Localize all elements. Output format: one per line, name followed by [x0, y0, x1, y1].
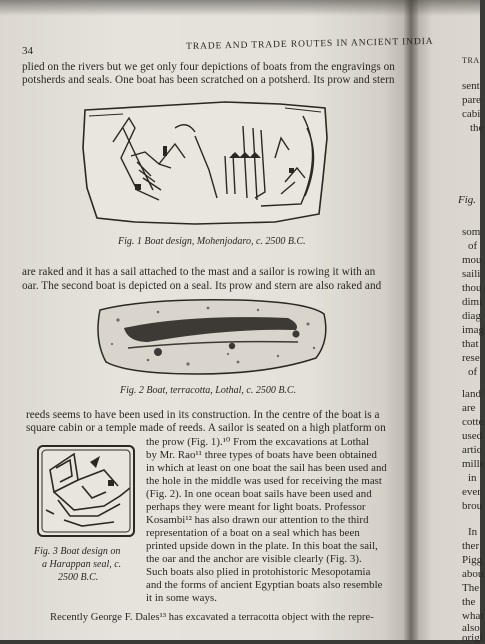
facing-page-line: diag	[462, 310, 481, 322]
body-line: it in some ways.	[146, 592, 217, 604]
body-line: oar. The second boat is depicted on a seal. Its prow and stern are also raked and	[22, 280, 382, 292]
figure-1-caption: Fig. 1 Boat design, Mohenjodaro, c. 2500 B.C.	[118, 236, 306, 247]
facing-page-line: imag	[462, 324, 484, 336]
body-line: are raked and it has a sail attached to the mast and a sailor is rowing it with an	[22, 266, 376, 278]
body-line: Kosambi¹² has also drawn our attention to the third	[146, 514, 369, 526]
facing-page-line: cotte	[462, 416, 484, 428]
facing-page-line: also	[462, 622, 480, 634]
figure-3-caption-line: Fig. 3 Boat design on	[34, 546, 121, 557]
body-line: the oar and the anchor are visible clearly (Fig. 3).	[146, 553, 362, 565]
figure-2-terracotta-boat	[88, 290, 334, 382]
figure-3-caption-line: 2500 B.C.	[58, 572, 99, 583]
facing-page-line: pare	[462, 94, 481, 106]
facing-page-line: that	[462, 338, 479, 350]
body-line: (Fig. 2). In one ocean boat sails have been used and	[146, 488, 372, 500]
facing-page-line: saili	[462, 268, 481, 280]
facing-page-line: som	[462, 226, 481, 238]
body-line: perhaps they were meant for light boats. Professor	[146, 501, 366, 513]
facing-page-line: are	[462, 402, 476, 414]
facing-page-line: rese	[462, 352, 480, 364]
facing-page-line: the	[462, 596, 476, 608]
body-line: and the forms of ancient Egyptian boats also resemble	[146, 579, 383, 591]
facing-page-line: The	[462, 582, 480, 594]
facing-page-line: origi	[462, 632, 483, 644]
facing-page-fig-label: Fig.	[458, 194, 477, 206]
body-line: in which at least on one boat the sail has been used and	[146, 462, 387, 474]
facing-page-line: cabi	[462, 108, 481, 120]
facing-page-line: used	[462, 430, 483, 442]
body-line: Recently George F. Dales¹³ has excavated a terracotta object with the repre-	[50, 612, 374, 623]
body-line: by Mr. Rao¹¹ three types of boats have been obtained	[146, 449, 377, 461]
top-shadow	[0, 0, 480, 16]
facing-page-line: artic	[462, 444, 482, 456]
body-line: reeds seems to have been used in its construction. In the centre of the boat is a	[26, 409, 380, 421]
facing-page-line: mou	[462, 254, 482, 266]
facing-page-line: sent	[462, 80, 480, 92]
figure-3-caption-line: a Harappan seal, c.	[42, 559, 122, 570]
facing-page-line: ever	[462, 486, 481, 498]
facing-page-line: land	[462, 388, 481, 400]
body-line: potsherds and seals. One boat has been scratched on a potsherd. Its prow and stern	[22, 74, 395, 86]
facing-page-line: ther	[462, 540, 480, 552]
body-line: printed upside down in the plate. In this boat the sail,	[146, 540, 378, 552]
figure-2-caption: Fig. 2 Boat, terracotta, Lothal, c. 2500 B.C.	[120, 385, 297, 396]
facing-page-line: of	[468, 366, 478, 378]
running-head: TRADE AND TRADE ROUTES IN ANCIENT INDIA	[186, 36, 434, 52]
body-line: square cabin or a temple made of reeds. A sailor is seated on a high platform on	[26, 422, 386, 434]
facing-page-line: in	[468, 472, 477, 484]
facing-page-line: dimi	[462, 296, 483, 308]
body-line: representation of a boat on a seal which has been	[146, 527, 360, 539]
body-line: plied on the rivers but we get only four depictions of boats from the engravings on	[22, 61, 395, 73]
book-gutter	[404, 0, 418, 640]
body-line: the prow (Fig. 1).¹⁰ From the excavations at Lothal	[146, 436, 370, 448]
facing-page-line: mille	[462, 458, 485, 470]
facing-page-header: TRA	[462, 56, 480, 65]
facing-page-line: brou	[462, 500, 483, 512]
facing-page-line: of	[468, 240, 478, 252]
facing-page-line: In	[468, 526, 478, 538]
facing-page-line: what	[462, 610, 484, 622]
figure-3-harappan-seal	[34, 440, 142, 542]
page-number: 34	[22, 45, 33, 57]
figure-1-potsherd-engraving	[75, 98, 337, 230]
facing-page-line: Pigg	[462, 554, 483, 566]
body-line: Such boats also plied in protohistoric Mesopotamia	[146, 566, 371, 578]
facing-page-line: abou	[462, 568, 484, 580]
body-line: the hole in the middle was used for receiving the mast	[146, 475, 382, 487]
facing-page-line: thou	[462, 282, 482, 294]
facing-page-line: the	[470, 122, 484, 134]
